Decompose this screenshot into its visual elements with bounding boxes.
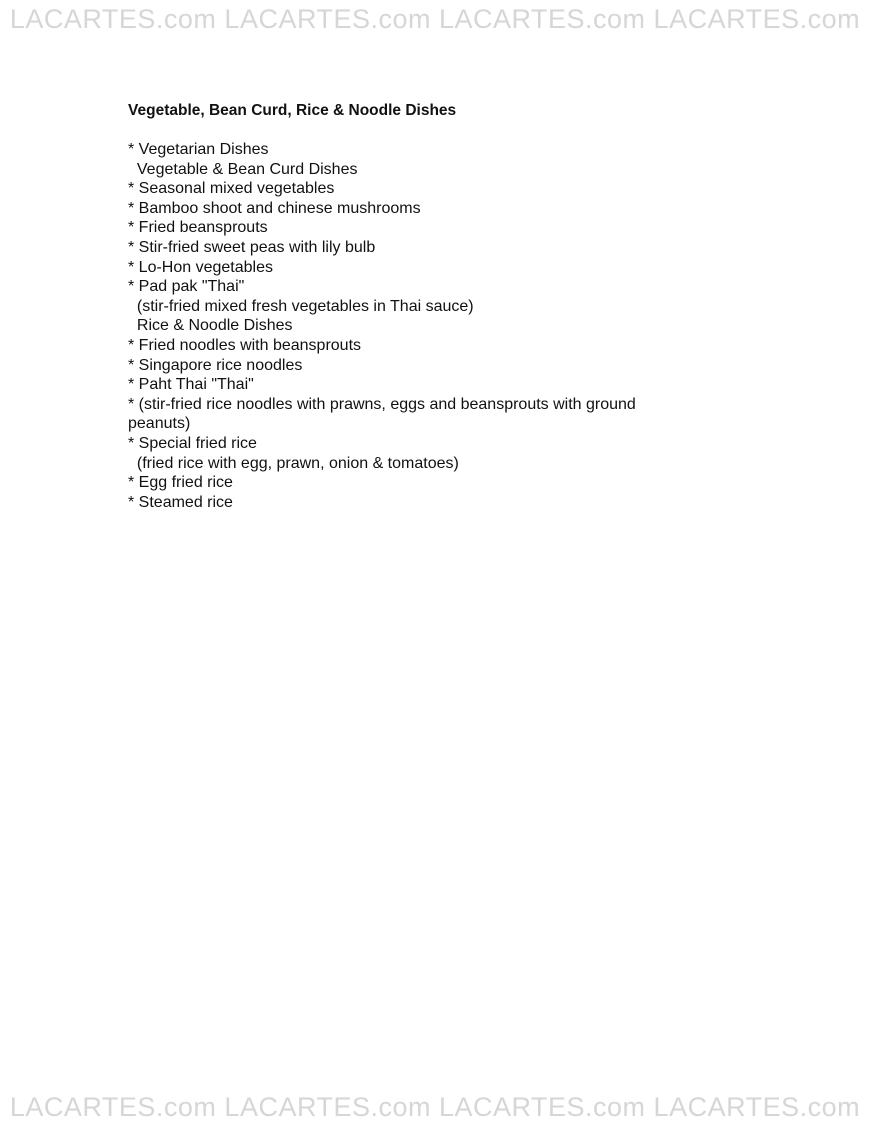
- menu-line: * Singapore rice noodles: [128, 356, 303, 374]
- menu-section: [128, 101, 728, 512]
- menu-line: * Pad pak "Thai": [128, 278, 245, 296]
- menu-line: * Stir-fried sweet peas with lily bulb: [128, 238, 376, 256]
- watermark-bottom: LACARTES.com LACARTES.com LACARTES.com LACARTES.com: [9, 1092, 861, 1122]
- menu-line: * Lo-Hon vegetables: [128, 258, 273, 276]
- menu-line: * Special fried rice: [128, 434, 257, 452]
- menu-line: Vegetable & Bean Curd Dishes: [128, 160, 358, 178]
- menu-line: * Steamed rice: [128, 493, 233, 511]
- watermark-top: LACARTES.com LACARTES.com LACARTES.com LACARTES.com: [9, 4, 861, 34]
- menu-line: * Seasonal mixed vegetables: [128, 180, 335, 198]
- menu-line: * (stir-fried rice noodles with prawns, eggs and beansprouts with ground: [128, 395, 636, 413]
- menu-line: * Paht Thai "Thai": [128, 376, 254, 394]
- menu-list: [128, 140, 728, 512]
- menu-line: * Fried noodles with beansprouts: [128, 336, 362, 354]
- menu-line: (fried rice with egg, prawn, onion & tomatoes): [128, 454, 459, 472]
- menu-line: * Egg fried rice: [128, 474, 233, 492]
- menu-line: Rice & Noodle Dishes: [128, 317, 293, 335]
- menu-line: * Bamboo shoot and chinese mushrooms: [128, 199, 421, 217]
- section-heading: Vegetable, Bean Curd, Rice & Noodle Dishes: [128, 102, 457, 119]
- menu-line: (stir-fried mixed fresh vegetables in Thai sauce): [128, 297, 474, 315]
- menu-line: * Fried beansprouts: [128, 219, 268, 237]
- menu-line: peanuts): [128, 415, 191, 433]
- menu-line: * Vegetarian Dishes: [128, 141, 269, 158]
